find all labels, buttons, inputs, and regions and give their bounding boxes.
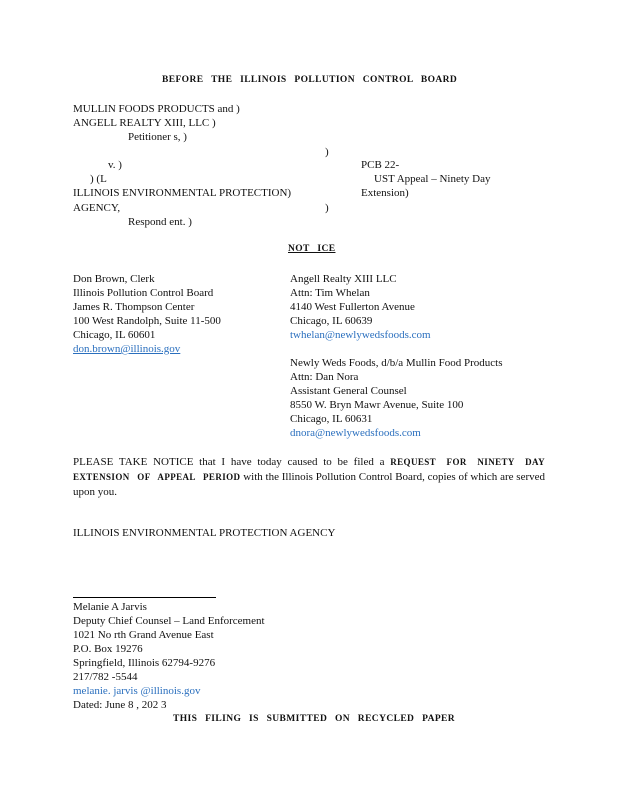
recipient-right-1 (290, 272, 431, 342)
notice-rest: with the Illinois Pollution Control Board, copies of which are served upon you. (73, 471, 545, 498)
petitioner-line-1: MULLIN FOODS PRODUCTS and ) (73, 103, 240, 115)
document-heading: BEFORE THE ILLINOIS POLLUTION CONTROL BOARD (162, 75, 458, 85)
signature-block (73, 600, 265, 712)
signer-title: Deputy Chief Counsel – Land Enforcement (73, 615, 265, 627)
recipient-city: Chicago, IL 60601 (73, 329, 156, 341)
recipient-city: Chicago, IL 60639 (290, 315, 373, 327)
recipient-name: Angell Realty XIII LLC (290, 273, 397, 285)
notice-request: REQUEST FOR NINETY DAY EXTENSION OF APPEAL PERIOD (73, 457, 546, 482)
recipient-org: Illinois Pollution Control Board (73, 287, 214, 299)
agency-name: ILLINOIS ENVIRONMENTAL PROTECTION AGENCY (73, 527, 336, 539)
recipient-building: James R. Thompson Center (73, 301, 195, 313)
respondent-line-1: ILLINOIS ENVIRONMENTAL PROTECTION) (73, 187, 292, 199)
caption-paren-l: ) (L (90, 173, 107, 185)
signature-line (73, 597, 216, 598)
recipient-street: 8550 W. Bryn Mawr Avenue, Suite 100 (290, 399, 464, 411)
petitioner-line-2: ANGELL REALTY XIII, LLC ) (73, 117, 216, 129)
signer-city: Springfield, Illinois 62794-9276 (73, 657, 216, 669)
recipient-left (73, 272, 221, 356)
recipient-right-2 (290, 356, 503, 440)
notice-paragraph (73, 455, 545, 500)
notice-intro: PLEASE TAKE NOTICE that I have today caused to be filed a (73, 456, 385, 468)
signer-street: 1021 No rth Grand Avenue East (73, 629, 214, 641)
versus-label: v. ) (108, 159, 122, 171)
case-type-continued: Extension) (361, 187, 409, 199)
recipient-attn: Attn: Tim Whelan (290, 287, 370, 299)
recipient-attn: Attn: Dan Nora (290, 371, 359, 383)
footer-note: THIS FILING IS SUBMITTED ON RECYCLED PAPER (173, 714, 456, 724)
signer-email-link[interactable]: melanie. jarvis @illinois.gov (73, 685, 201, 697)
caption-paren-1: ) (325, 146, 329, 158)
recipient-name: Don Brown, Clerk (73, 273, 155, 285)
recipient-title: Assistant General Counsel (290, 385, 407, 397)
case-type: UST Appeal – Ninety Day (374, 173, 491, 185)
recipient-street: 100 West Randolph, Suite 11-500 (73, 315, 221, 327)
signer-name: Melanie A Jarvis (73, 601, 147, 613)
caption-paren-2: ) (325, 202, 329, 214)
recipient-name: Newly Weds Foods, d/b/a Mullin Food Products (290, 357, 503, 369)
signer-po-box: P.O. Box 19276 (73, 643, 143, 655)
case-number: PCB 22- (361, 159, 400, 171)
recipient-email-link[interactable]: dnora@newlywedsfoods.com (290, 427, 421, 439)
recipient-email-link[interactable]: don.brown@illinois.gov (73, 343, 181, 355)
respondent-role: Respond ent. ) (128, 216, 192, 228)
notice-title: NOT ICE (288, 244, 336, 254)
recipient-email-link[interactable]: twhelan@newlywedsfoods.com (290, 329, 431, 341)
recipient-city: Chicago, IL 60631 (290, 413, 373, 425)
signed-date: Dated: June 8 , 202 3 (73, 699, 167, 711)
recipient-street: 4140 West Fullerton Avenue (290, 301, 415, 313)
signer-phone: 217/782 -5544 (73, 671, 138, 683)
respondent-line-2: AGENCY, (73, 202, 121, 214)
petitioner-role: Petitioner s, ) (128, 131, 187, 143)
